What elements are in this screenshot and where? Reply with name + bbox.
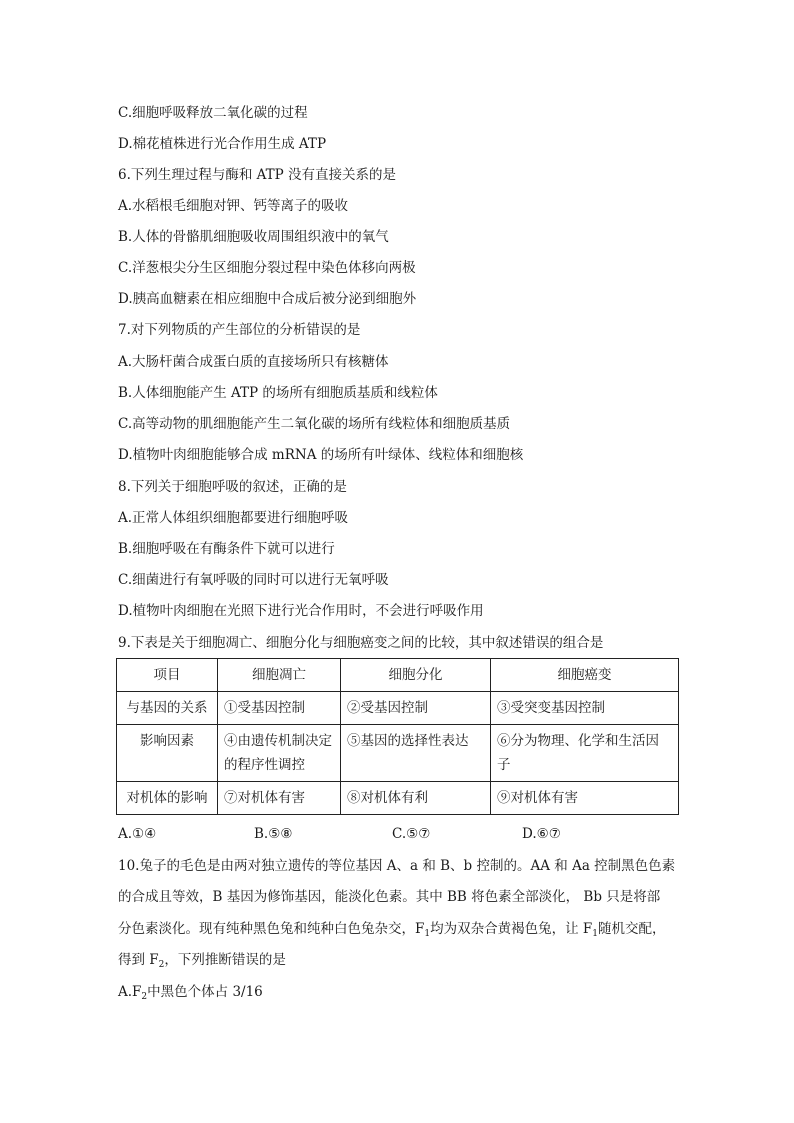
q6-option-a: A.水稻根毛细胞对钾、钙等离子的吸收 — [118, 198, 349, 214]
question-6-stem: 6.下列生理过程与酶和 ATP 没有直接关系的是 — [118, 167, 397, 183]
q9-option-c: C.⑤⑦ — [392, 826, 431, 842]
q6-option-d: D.胰高血糖素在相应细胞中合成后被分泌到细胞外 — [118, 291, 417, 307]
q9-option-a: A.①④ — [118, 826, 157, 842]
table-header-cell: 细胞癌变 — [491, 659, 679, 692]
table-cell: 与基因的关系 — [117, 692, 218, 725]
q10-option-a: $A.F_2$中黑色个体占 3/16 — [118, 984, 263, 1002]
question-8-stem: 8.下列关于细胞呼吸的叙述，正确的是 — [118, 479, 347, 495]
q8-option-a: A.正常人体组织细胞都要进行细胞呼吸 — [118, 510, 349, 526]
q9-options — [118, 826, 678, 844]
table-header-row — [117, 659, 679, 692]
table-cell: ⑦对机体有害 — [218, 782, 341, 815]
table-cell: ⑤基因的选择性表达 — [341, 725, 491, 782]
q6-option-b: B.人体的骨骼肌细胞吸收周围组织液中的氧气 — [118, 229, 389, 245]
table-cell: ⑨对机体有害 — [491, 782, 679, 815]
q7-option-b: B.人体细胞能产生 ATP 的场所有细胞质基质和线粒体 — [118, 385, 438, 401]
table-header-cell: 项目 — [117, 659, 218, 692]
q7-option-c: C.高等动物的肌细胞能产生二氧化碳的场所有线粒体和细胞质基质 — [118, 416, 511, 432]
comparison-table — [116, 658, 679, 815]
table-header-cell: 细胞分化 — [341, 659, 491, 692]
q7-option-a: A.大肠杆菌合成蛋白质的直接场所只有核糖体 — [118, 354, 389, 370]
table-cell: ④由遗传机制决定的程序性调控 — [218, 725, 341, 782]
table-cell: 对机体的影响 — [117, 782, 218, 815]
question-10-stem-line-3: 分色素淡化。现有纯种黑色兔和纯种白色兔杂交，$F_1$均为双杂合黄褐色兔，让 $F_1$随机交配， — [118, 921, 666, 939]
table-cell: ③受突变基因控制 — [491, 692, 679, 725]
question-7-stem: 7.对下列物质的产生部位的分析错误的是 — [118, 322, 361, 338]
table-cell: ①受基因控制 — [218, 692, 341, 725]
table-cell: 影响因素 — [117, 725, 218, 782]
question-9-stem: 9.下表是关于细胞凋亡、细胞分化与细胞癌变之间的比较，其中叙述错误的组合是 — [118, 635, 604, 651]
question-10-stem-line-2: 的合成且等效，B 基因为修饰基因，能淡化色素。其中 BB 将色素全部淡化， Bb 只是将部 — [118, 889, 661, 905]
table-row — [117, 782, 679, 815]
line-c-co2: C.细胞呼吸释放二氧化碳的过程 — [118, 105, 308, 121]
table-cell: ⑧对机体有利 — [341, 782, 491, 815]
q6-option-c: C.洋葱根尖分生区细胞分裂过程中染色体移向两极 — [118, 260, 416, 276]
q8-option-c: C.细菌进行有氧呼吸的同时可以进行无氧呼吸 — [118, 572, 389, 588]
question-10-stem-line-1: 10.兔子的毛色是由两对独立遗传的等位基因 A、a 和 B、b 控制的。AA 和 Aa 控制黑色色素 — [118, 858, 676, 874]
table-header-cell: 细胞凋亡 — [218, 659, 341, 692]
q9-option-d: D.⑥⑦ — [522, 826, 561, 842]
q8-option-d: D.植物叶肉细胞在光照下进行光合作用时，不会进行呼吸作用 — [118, 603, 484, 619]
table-cell: ②受基因控制 — [341, 692, 491, 725]
q8-option-b: B.细胞呼吸在有酶条件下就可以进行 — [118, 541, 335, 557]
table-row — [117, 725, 679, 782]
q7-option-d: D.植物叶肉细胞能够合成 mRNA 的场所有叶绿体、线粒体和细胞核 — [118, 447, 524, 463]
line-d-atp: D.棉花植株进行光合作用生成 ATP — [118, 136, 327, 152]
q9-option-b: B.⑤⑧ — [254, 826, 293, 842]
question-10-stem-line-4: 得到 $F_2$，下列推断错误的是 — [118, 952, 286, 970]
table-cell: ⑥分为物理、化学和生活因子 — [491, 725, 679, 782]
table-row — [117, 692, 679, 725]
